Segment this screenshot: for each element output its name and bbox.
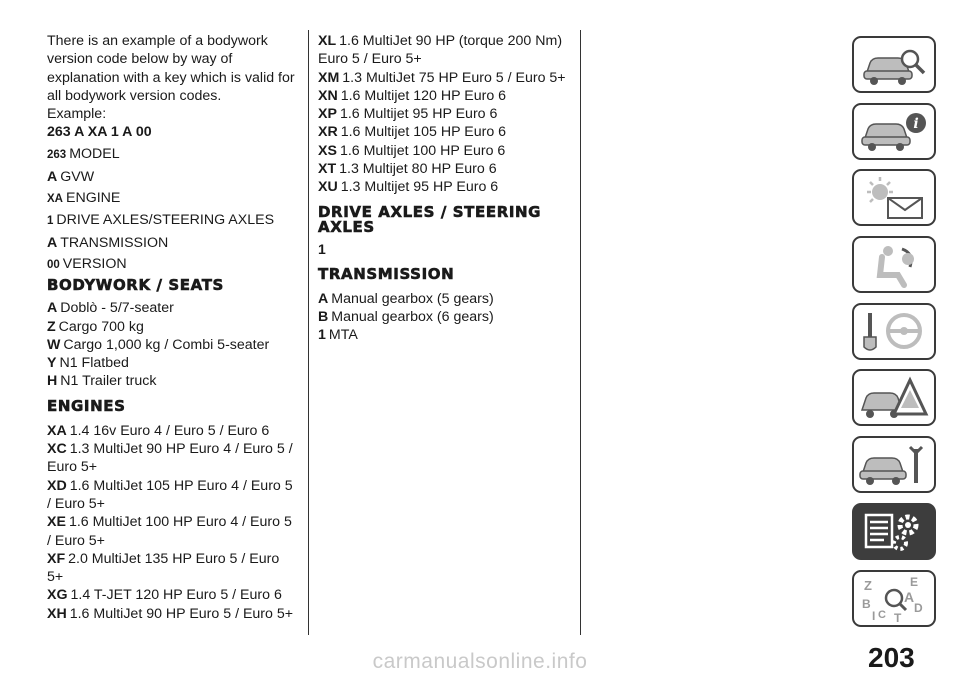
key-row (47, 168, 299, 186)
key-row (47, 189, 299, 208)
engine-desc: 2.0 MultiJet 135 HP Euro 5 / Euro 5+ (47, 550, 280, 586)
bodywork-row (47, 318, 299, 336)
engine-desc: 1.6 Multijet 95 HP Euro 6 (339, 106, 498, 123)
engine-row (47, 550, 299, 587)
bodywork-desc: Cargo 1,000 kg / Combi 5-seater (63, 336, 270, 353)
engine-code: XT (318, 161, 337, 178)
bodywork-code: Y (47, 355, 57, 372)
drive-axles-value: 1 (318, 240, 326, 257)
engine-desc: 1.6 MultiJet 90 HP (torque 200 Nm) Euro 5 / Euro 5+ (318, 33, 563, 68)
bodywork-code: Z (47, 318, 56, 335)
warning-light-envelope-icon (858, 174, 930, 222)
engine-code: XM (318, 69, 340, 86)
engine-desc: 1.3 Multijet 95 HP Euro 6 (340, 179, 499, 196)
bodywork-row (47, 354, 299, 372)
svg-text:Z: Z (864, 578, 872, 593)
engine-row (47, 605, 299, 623)
engine-row (47, 422, 299, 440)
engine-desc: 1.4 T-JET 120 HP Euro 5 / Euro 6 (70, 587, 282, 604)
key-code: A (47, 234, 58, 251)
engine-code: XE (47, 514, 66, 531)
key-desc: MODEL (69, 146, 120, 163)
engine-row (318, 105, 574, 123)
key-code: XA (47, 193, 63, 206)
alphabet-index-icon (858, 574, 930, 622)
transmission-row (318, 290, 574, 308)
engine-desc: 1.6 MultiJet 100 HP Euro 4 / Euro 5 / Euro 5+ (47, 514, 292, 549)
engine-desc: 1.3 MultiJet 75 HP Euro 5 / Euro 5+ (342, 69, 566, 86)
column-left (47, 32, 299, 623)
transmission-row (318, 326, 574, 344)
key-desc: ENGINE (65, 190, 121, 207)
key-code: 263 (47, 149, 67, 162)
engine-desc: 1.6 MultiJet 90 HP Euro 5 / Euro 5+ (69, 605, 294, 622)
transmission-desc: Manual gearbox (6 gears) (331, 308, 494, 325)
engine-row (47, 477, 299, 514)
tab-technical-specifications[interactable] (852, 503, 936, 560)
engine-row (47, 586, 299, 604)
engine-row (318, 69, 574, 87)
key-steering-wheel-icon (858, 307, 930, 355)
svg-text:E: E (910, 575, 919, 589)
engine-desc: 1.6 MultiJet 105 HP Euro 4 / Euro 5 / Euro 5+ (47, 477, 293, 512)
engine-code: XH (47, 605, 67, 622)
engine-row (318, 160, 574, 178)
engine-desc: 1.3 MultiJet 90 HP Euro 4 / Euro 5 / Euro 5+ (47, 441, 293, 476)
svg-text:C: C (878, 609, 886, 621)
transmission-row (318, 308, 574, 326)
bodywork-code: W (47, 336, 61, 353)
engine-code: XF (47, 550, 66, 567)
drive-axles-heading: DRIVE AXLES / STEERING AXLES (318, 202, 542, 236)
engines-heading: ENGINES (47, 396, 126, 415)
key-desc: GVW (60, 168, 95, 185)
key-desc: DRIVE AXLES/STEERING AXLES (56, 212, 275, 229)
engine-code: XA (47, 422, 67, 439)
tab-car-info[interactable] (852, 103, 936, 160)
intro-text: There is an example of a bodywork version code below by way of explanation with a key which is valid for all bodywork version codes. (47, 33, 295, 104)
transmission-desc: MTA (328, 327, 358, 344)
bodywork-row (47, 372, 299, 390)
watermark: carmanualsonline.info (372, 650, 588, 673)
bodywork-desc: Doblò - 5/7-seater (60, 300, 174, 317)
transmission-heading: TRANSMISSION (318, 264, 455, 283)
tab-warning-lights-messages[interactable] (852, 169, 936, 226)
transmission-code: A (318, 290, 329, 307)
svg-text:D: D (914, 601, 923, 615)
engine-row (318, 87, 574, 105)
bodywork-row (47, 299, 299, 317)
engine-code: XD (47, 477, 67, 494)
svg-text:A: A (904, 589, 915, 605)
engine-row (47, 440, 299, 477)
key-desc: VERSION (62, 255, 127, 272)
car-warning-triangle-icon (858, 374, 930, 422)
transmission-code: B (318, 308, 329, 325)
tab-starting-driving[interactable] (852, 303, 936, 360)
engine-code: XG (47, 587, 68, 604)
engine-code: XP (318, 106, 337, 123)
key-code: 1 (47, 215, 54, 228)
tab-servicing-care[interactable] (852, 436, 936, 493)
svg-text:T: T (894, 611, 902, 622)
list-gears-icon (858, 507, 930, 555)
example-label: Example: (47, 106, 107, 123)
example-code: 263 A XA 1 A 00 (47, 124, 152, 141)
bodywork-row (47, 336, 299, 354)
engine-desc: 1.4 16v Euro 4 / Euro 5 / Euro 6 (69, 422, 270, 439)
car-wrench-icon (858, 441, 930, 489)
engine-code: XS (318, 142, 337, 159)
car-info-icon (858, 107, 930, 155)
bodywork-desc: Cargo 700 kg (58, 318, 144, 335)
engine-code: XC (47, 441, 67, 458)
engine-row (318, 123, 574, 141)
engine-desc: 1.6 Multijet 100 HP Euro 6 (339, 142, 506, 159)
svg-text:i: i (913, 116, 919, 133)
key-code: A (47, 168, 58, 185)
engine-row (318, 32, 574, 69)
page-number: 203 (868, 642, 915, 673)
bodywork-code: H (47, 373, 58, 390)
svg-text:I: I (872, 609, 876, 622)
engine-desc: 1.6 Multijet 120 HP Euro 6 (340, 87, 507, 104)
chapter-tabs (852, 36, 936, 636)
engine-code: XR (318, 124, 338, 141)
engine-code: XN (318, 87, 338, 104)
car-search-icon (858, 41, 930, 89)
engine-row (47, 513, 299, 550)
key-row (47, 211, 299, 230)
tab-index[interactable] (852, 570, 936, 627)
engine-code: XU (318, 179, 338, 196)
tab-emergency[interactable] (852, 369, 936, 426)
bodywork-desc: N1 Flatbed (59, 355, 129, 372)
engine-row (318, 178, 574, 196)
column-divider-2 (580, 30, 581, 635)
engine-code: XL (318, 33, 337, 49)
tab-car-search[interactable] (852, 36, 936, 93)
transmission-desc: Manual gearbox (5 gears) (331, 290, 494, 307)
bodywork-code: A (47, 300, 58, 317)
key-desc: TRANSMISSION (60, 234, 169, 251)
svg-text:B: B (862, 597, 871, 611)
bodywork-desc: N1 Trailer truck (60, 373, 157, 390)
transmission-code: 1 (318, 327, 326, 344)
bodywork-heading: BODYWORK / SEATS (47, 276, 224, 295)
tab-safety[interactable] (852, 236, 936, 293)
engine-row (318, 142, 574, 160)
column-divider-1 (308, 30, 309, 635)
seat-airbag-icon (858, 241, 930, 289)
engine-desc: 1.6 Multijet 105 HP Euro 6 (340, 124, 507, 141)
key-code: 00 (47, 258, 60, 271)
key-row (47, 145, 299, 164)
key-row (47, 234, 299, 252)
engine-desc: 1.3 Multijet 80 HP Euro 6 (339, 161, 497, 178)
key-row (47, 255, 299, 274)
column-middle (318, 32, 574, 345)
